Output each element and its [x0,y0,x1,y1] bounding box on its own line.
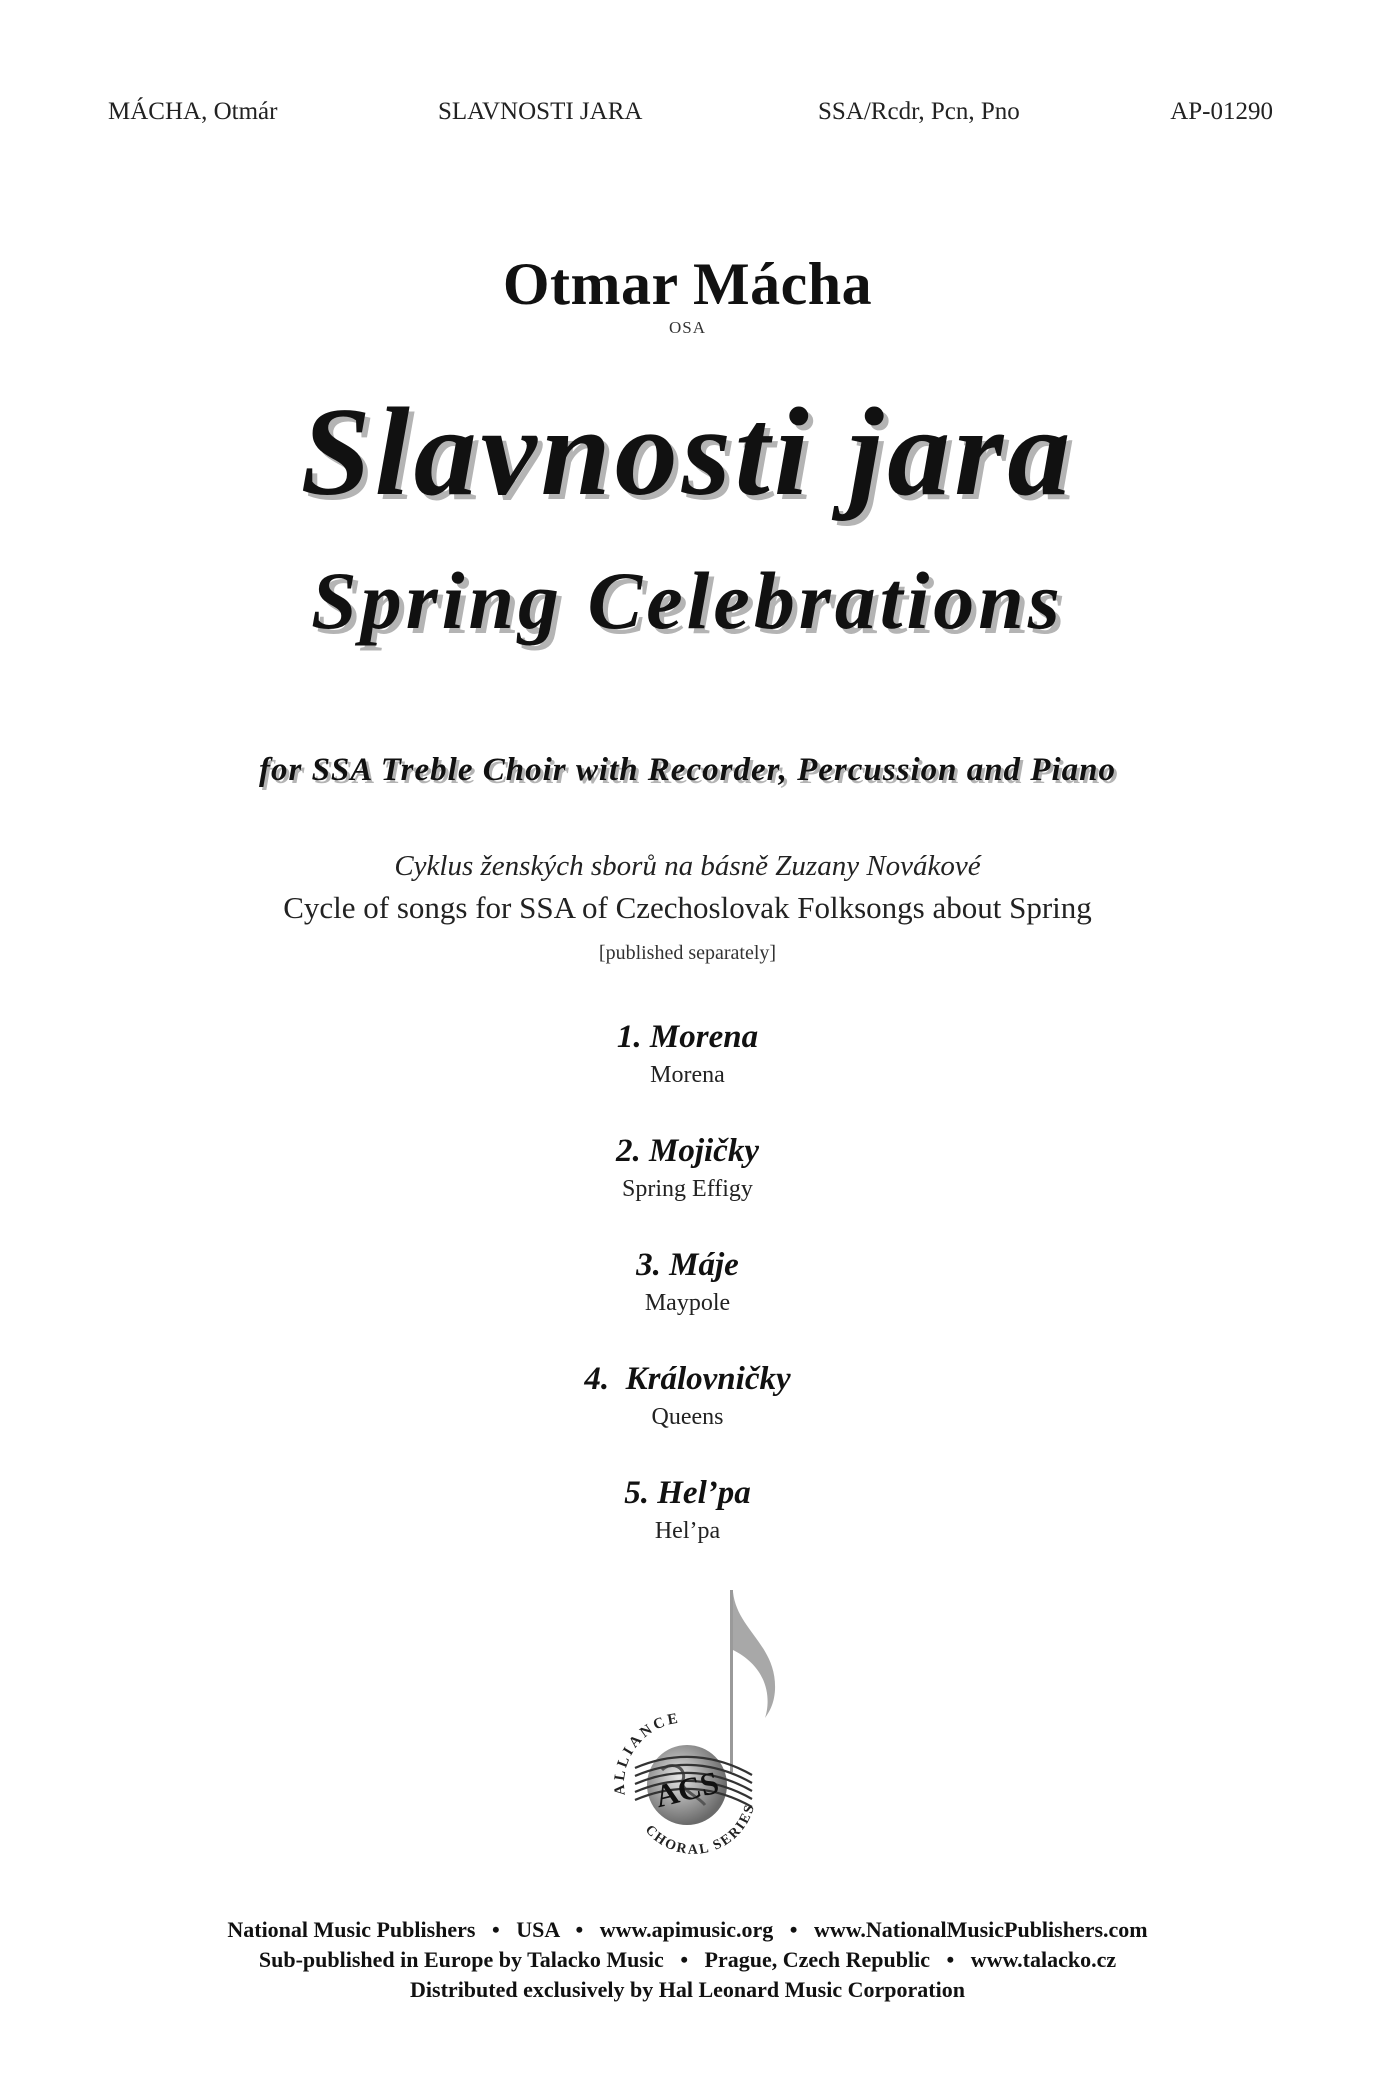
alliance-choral-series-logo [587,1590,787,1890]
note-flag [733,1592,775,1718]
logo-top-text: ALLIANCE [611,1710,682,1796]
scoring-line: for SSA Treble Choir with Recorder, Percussion and Piano [259,752,1116,788]
footer-line-distributor: Distributed exclusively by Hal Leonard Music Corporation [410,1977,965,2002]
song-list [0,1015,1375,1585]
cycle-description-english: Cycle of songs for SSA of Czechoslovak Folksongs about Spring [283,890,1092,925]
song-subtitle: Queens [651,1404,724,1430]
song-title: 1. Morena [616,1019,759,1055]
note-stem [730,1590,733,1772]
publisher-footer [0,1915,1375,2005]
song-subtitle: Spring Effigy [622,1176,753,1202]
header-catalog-number: AP-01290 [1170,98,1273,125]
publication-note: [published separately] [598,942,777,964]
header-composer: MÁCHA, Otmár [108,98,278,125]
composer-affiliation: OSA [668,318,706,337]
logo-bottom-text: CHORAL SERIES [641,1801,759,1858]
song-item [0,1357,1375,1471]
header-title: SLAVNOSTI JARA [438,98,643,125]
song-subtitle: Maypole [644,1290,731,1316]
title-czech: Slavnosti jara [300,383,1075,522]
song-item [0,1129,1375,1243]
song-title: 4. Královničky [584,1361,791,1397]
logo-initials: ACS [651,1763,723,1815]
title-english: Spring Celebrations [311,555,1064,646]
header-voicing: SSA/Rcdr, Pcn, Pno [818,98,1020,125]
song-title: 5. Hel’pa [624,1475,751,1511]
song-subtitle: Morena [650,1062,725,1088]
cycle-description-czech: Cyklus ženských sborů na básně Zuzany Novákové [394,850,981,882]
footer-line-publisher: National Music Publishers • USA • www.apimusic.org • www.NationalMusicPublishers.com [227,1917,1148,1942]
song-subtitle: Hel’pa [654,1518,721,1544]
song-item [0,1015,1375,1129]
song-title: 3. Máje [636,1247,739,1283]
footer-line-subpublisher: Sub-published in Europe by Talacko Music • Prague, Czech Republic • www.talacko.cz [258,1947,1117,1972]
running-header [108,98,1273,132]
song-item [0,1243,1375,1357]
song-title: 2. Mojičky [616,1133,759,1169]
song-item [0,1471,1375,1585]
composer-name: Otmar Mácha [502,251,873,317]
